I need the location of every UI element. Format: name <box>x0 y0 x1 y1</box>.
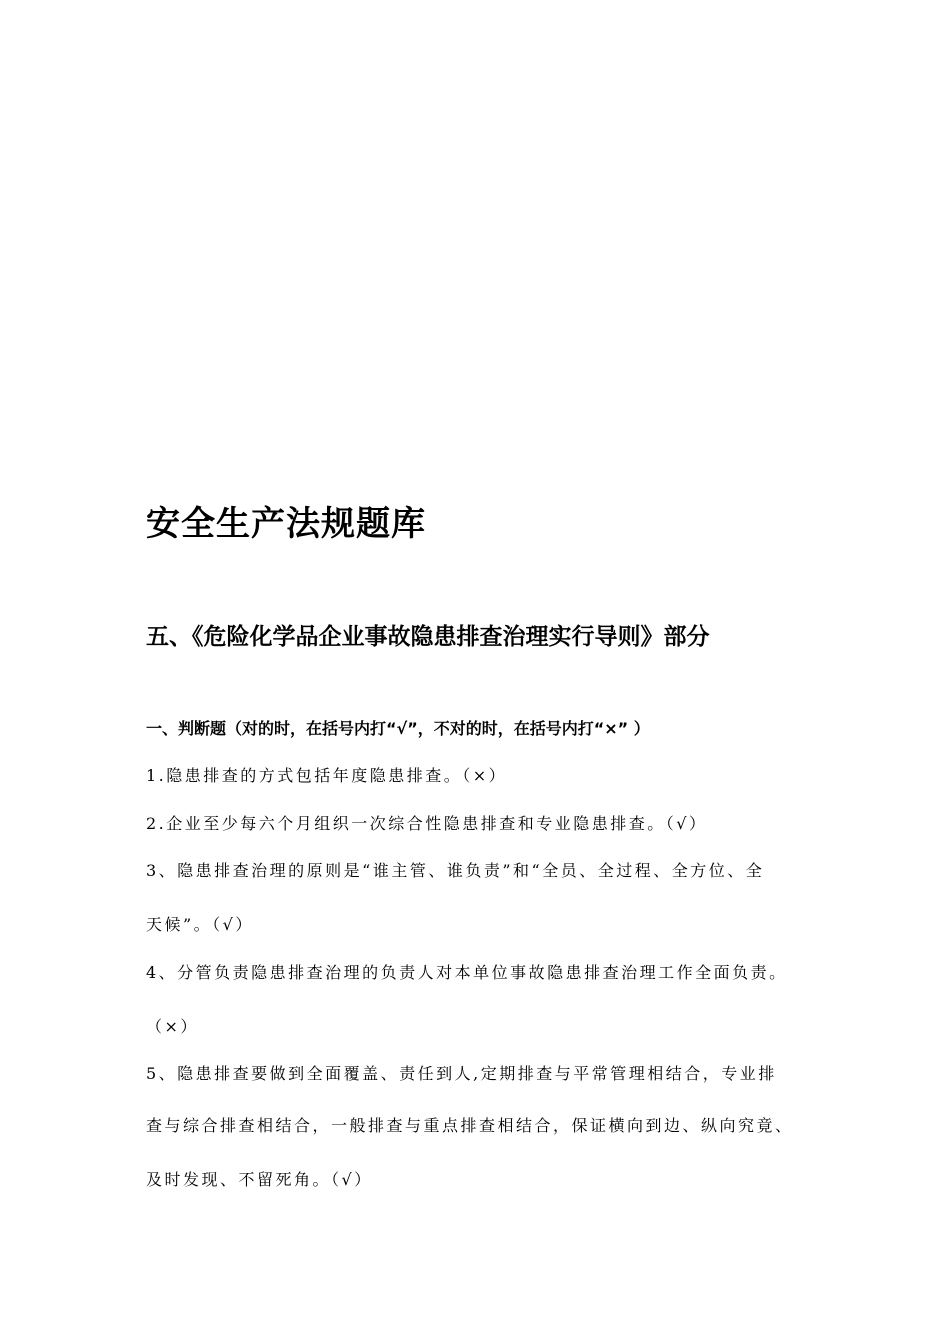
question-line: 及时发现、不留死角。（√） <box>146 1170 373 1189</box>
document-title: 安全生产法规题库 <box>146 504 426 544</box>
question-line: 5、隐患排查要做到全面覆盖、责任到人,定期排查与平常管理相结合，专业排 <box>146 1064 777 1083</box>
question-line: 查与综合排查相结合，一般排查与重点排查相结合，保证横向到边、纵向究竟、 <box>146 1116 794 1135</box>
question-type-heading: 一、判断题（对的时，在括号内打“√”，不对的时，在括号内打“×” ） <box>146 719 650 738</box>
question-line: 4、分管负责隐患排查治理的负责人对本单位事故隐患排查治理工作全面负责。 <box>146 963 788 982</box>
question-line: （×） <box>146 1017 199 1036</box>
section-heading: 五、《危险化学品企业事故隐患排查治理实行导则》部分 <box>146 624 710 650</box>
question-line: 2.企业至少每六个月组织一次综合性隐患排查和专业隐患排查。（√） <box>146 814 708 833</box>
question-line: 3、隐患排查治理的原则是“谁主管、谁负责”和“全员、全过程、全方位、全 <box>146 861 765 880</box>
question-line: 1.隐患排查的方式包括年度隐患排查。（×） <box>146 766 508 785</box>
question-line: 天候”。（√） <box>146 915 254 934</box>
